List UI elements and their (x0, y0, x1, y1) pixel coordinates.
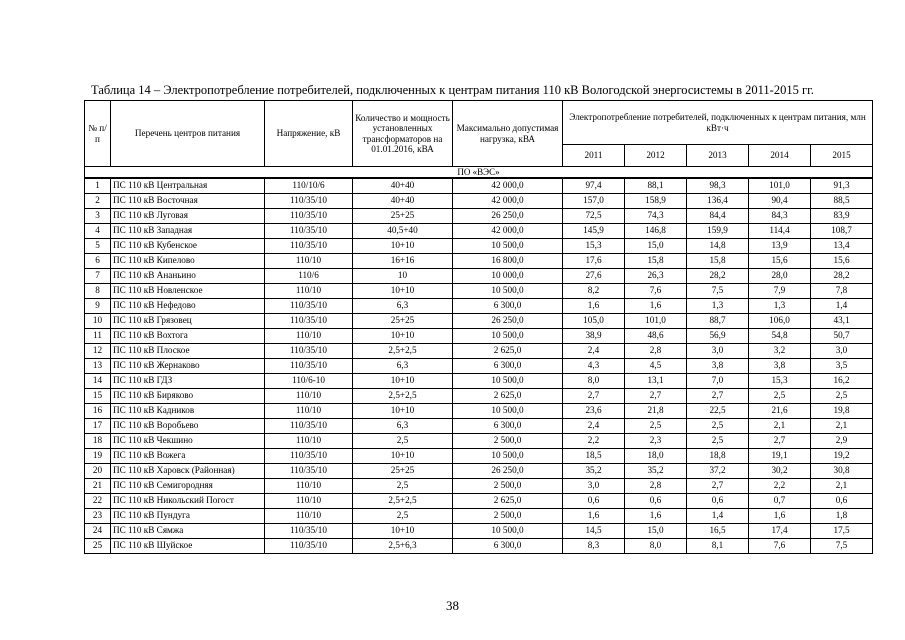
cell-2012: 88,1 (625, 178, 687, 194)
cell-name: ПС 110 кВ Грязовец (111, 314, 265, 329)
cell-transformers: 40+40 (353, 194, 453, 209)
cell-num: 3 (85, 209, 111, 224)
cell-2015: 15,6 (811, 254, 873, 269)
cell-2014: 2,1 (749, 419, 811, 434)
header-voltage: Напряжение, кВ (265, 101, 353, 167)
cell-2013: 8,1 (687, 539, 749, 554)
table-row (85, 494, 873, 509)
cell-2012: 2,5 (625, 419, 687, 434)
cell-voltage: 110/35/10 (265, 449, 353, 464)
cell-2013: 2,7 (687, 479, 749, 494)
cell-2015: 30,8 (811, 464, 873, 479)
cell-2011: 38,9 (563, 329, 625, 344)
cell-name: ПС 110 кВ Кадников (111, 404, 265, 419)
cell-voltage: 110/35/10 (265, 209, 353, 224)
cell-transformers: 25+25 (353, 464, 453, 479)
cell-2015: 0,6 (811, 494, 873, 509)
cell-2015: 43,1 (811, 314, 873, 329)
table-row (85, 239, 873, 254)
table-row (85, 284, 873, 299)
table-row (85, 299, 873, 314)
cell-2013: 22,5 (687, 404, 749, 419)
cell-name: ПС 110 кВ Шуйское (111, 539, 265, 554)
cell-2015: 83,9 (811, 209, 873, 224)
cell-name: ПС 110 кВ Восточная (111, 194, 265, 209)
cell-num: 22 (85, 494, 111, 509)
cell-transformers: 16+16 (353, 254, 453, 269)
cell-2011: 2,7 (563, 389, 625, 404)
cell-num: 1 (85, 178, 111, 194)
cell-transformers: 10+10 (353, 449, 453, 464)
cell-voltage: 110/6 (265, 269, 353, 284)
cell-2014: 84,3 (749, 209, 811, 224)
cell-num: 9 (85, 299, 111, 314)
cell-transformers: 10+10 (353, 524, 453, 539)
table-row (85, 329, 873, 344)
cell-2011: 1,6 (563, 509, 625, 524)
cell-name: ПС 110 кВ Вожега (111, 449, 265, 464)
cell-2015: 3,0 (811, 344, 873, 359)
cell-2014: 106,0 (749, 314, 811, 329)
table-row (85, 419, 873, 434)
cell-num: 16 (85, 404, 111, 419)
cell-name: ПС 110 кВ Ананьино (111, 269, 265, 284)
cell-2013: 16,5 (687, 524, 749, 539)
cell-max-load: 2 625,0 (453, 494, 563, 509)
cell-name: ПС 110 кВ Центральная (111, 178, 265, 194)
cell-2012: 74,3 (625, 209, 687, 224)
cell-max-load: 10 500,0 (453, 524, 563, 539)
page-number: 38 (446, 598, 459, 613)
cell-2011: 72,5 (563, 209, 625, 224)
table-row (85, 344, 873, 359)
cell-2013: 3,0 (687, 344, 749, 359)
cell-transformers: 10+10 (353, 329, 453, 344)
cell-2014: 17,4 (749, 524, 811, 539)
cell-2012: 0,6 (625, 494, 687, 509)
cell-voltage: 110/35/10 (265, 359, 353, 374)
cell-max-load: 10 500,0 (453, 404, 563, 419)
cell-2011: 2,2 (563, 434, 625, 449)
cell-name: ПС 110 кВ Биряково (111, 389, 265, 404)
cell-2011: 8,2 (563, 284, 625, 299)
cell-name: ПС 110 кВ Западная (111, 224, 265, 239)
cell-transformers: 10 (353, 269, 453, 284)
cell-max-load: 10 500,0 (453, 449, 563, 464)
cell-2015: 17,5 (811, 524, 873, 539)
cell-transformers: 2,5 (353, 434, 453, 449)
cell-2012: 1,6 (625, 509, 687, 524)
cell-2012: 8,0 (625, 539, 687, 554)
cell-2015: 1,8 (811, 509, 873, 524)
table-row (85, 449, 873, 464)
cell-2012: 48,6 (625, 329, 687, 344)
cell-num: 24 (85, 524, 111, 539)
cell-max-load: 42 000,0 (453, 178, 563, 194)
cell-max-load: 26 250,0 (453, 464, 563, 479)
cell-voltage: 110/10 (265, 404, 353, 419)
cell-max-load: 42 000,0 (453, 224, 563, 239)
cell-2012: 101,0 (625, 314, 687, 329)
cell-2011: 1,6 (563, 299, 625, 314)
cell-num: 18 (85, 434, 111, 449)
cell-transformers: 6,3 (353, 299, 453, 314)
cell-2014: 28,0 (749, 269, 811, 284)
cell-transformers: 25+25 (353, 314, 453, 329)
cell-2014: 7,6 (749, 539, 811, 554)
cell-2012: 2,8 (625, 479, 687, 494)
cell-transformers: 2,5 (353, 479, 453, 494)
cell-2014: 19,1 (749, 449, 811, 464)
cell-transformers: 40+40 (353, 178, 453, 194)
cell-num: 25 (85, 539, 111, 554)
cell-2014: 0,7 (749, 494, 811, 509)
cell-num: 2 (85, 194, 111, 209)
cell-2011: 145,9 (563, 224, 625, 239)
cell-voltage: 110/10 (265, 389, 353, 404)
cell-name: ПС 110 кВ Жернаково (111, 359, 265, 374)
cell-max-load: 2 500,0 (453, 434, 563, 449)
cell-num: 8 (85, 284, 111, 299)
cell-voltage: 110/35/10 (265, 539, 353, 554)
cell-voltage: 110/10 (265, 479, 353, 494)
cell-2015: 19,2 (811, 449, 873, 464)
cell-2011: 0,6 (563, 494, 625, 509)
cell-2012: 15,0 (625, 239, 687, 254)
cell-transformers: 2,5+6,3 (353, 539, 453, 554)
cell-2013: 7,0 (687, 374, 749, 389)
cell-max-load: 2 500,0 (453, 479, 563, 494)
cell-2014: 101,0 (749, 178, 811, 194)
cell-2012: 13,1 (625, 374, 687, 389)
cell-2011: 8,3 (563, 539, 625, 554)
cell-num: 6 (85, 254, 111, 269)
cell-num: 17 (85, 419, 111, 434)
cell-transformers: 10+10 (353, 239, 453, 254)
cell-num: 19 (85, 449, 111, 464)
cell-name: ПС 110 кВ Сямжа (111, 524, 265, 539)
cell-2013: 1,3 (687, 299, 749, 314)
cell-max-load: 26 250,0 (453, 209, 563, 224)
cell-max-load: 16 800,0 (453, 254, 563, 269)
cell-name: ПС 110 кВ Новленское (111, 284, 265, 299)
table-row (85, 464, 873, 479)
cell-name: ПС 110 кВ Плоское (111, 344, 265, 359)
cell-voltage: 110/10 (265, 434, 353, 449)
table-row (85, 359, 873, 374)
cell-2014: 2,2 (749, 479, 811, 494)
consumption-table (84, 100, 873, 554)
cell-transformers: 25+25 (353, 209, 453, 224)
cell-2013: 2,7 (687, 389, 749, 404)
header-transformers: Количество и мощность установленных трансформаторов на 01.01.2016, кВА (353, 101, 453, 167)
cell-2015: 7,8 (811, 284, 873, 299)
cell-voltage: 110/35/10 (265, 464, 353, 479)
cell-2011: 157,0 (563, 194, 625, 209)
cell-name: ПС 110 кВ Нефедово (111, 299, 265, 314)
cell-voltage: 110/10/6 (265, 178, 353, 194)
table-row (85, 434, 873, 449)
cell-2013: 88,7 (687, 314, 749, 329)
cell-2011: 14,5 (563, 524, 625, 539)
cell-2013: 98,3 (687, 178, 749, 194)
table-row (85, 404, 873, 419)
cell-2012: 15,0 (625, 524, 687, 539)
cell-2014: 7,9 (749, 284, 811, 299)
cell-name: ПС 110 кВ Луговая (111, 209, 265, 224)
cell-2013: 28,2 (687, 269, 749, 284)
cell-num: 14 (85, 374, 111, 389)
cell-num: 12 (85, 344, 111, 359)
cell-max-load: 10 500,0 (453, 329, 563, 344)
table-row (85, 524, 873, 539)
cell-2014: 13,9 (749, 239, 811, 254)
cell-2015: 2,1 (811, 479, 873, 494)
cell-max-load: 42 000,0 (453, 194, 563, 209)
cell-2013: 18,8 (687, 449, 749, 464)
cell-2014: 2,7 (749, 434, 811, 449)
cell-num: 10 (85, 314, 111, 329)
cell-voltage: 110/35/10 (265, 419, 353, 434)
cell-2015: 13,4 (811, 239, 873, 254)
table-caption: Таблица 14 – Электропотребление потребителей, подключенных к центрам питания 110 кВ Вологодской энергосистемы в 2011-2015 гг. (91, 83, 814, 97)
cell-2012: 35,2 (625, 464, 687, 479)
cell-2011: 4,3 (563, 359, 625, 374)
cell-2011: 35,2 (563, 464, 625, 479)
cell-transformers: 10+10 (353, 404, 453, 419)
cell-2011: 3,0 (563, 479, 625, 494)
cell-num: 15 (85, 389, 111, 404)
cell-transformers: 6,3 (353, 359, 453, 374)
cell-2013: 159,9 (687, 224, 749, 239)
cell-2014: 54,8 (749, 329, 811, 344)
cell-2015: 2,5 (811, 389, 873, 404)
cell-max-load: 6 300,0 (453, 359, 563, 374)
cell-2011: 8,0 (563, 374, 625, 389)
cell-transformers: 2,5+2,5 (353, 344, 453, 359)
table-row (85, 389, 873, 404)
cell-voltage: 110/35/10 (265, 299, 353, 314)
cell-max-load: 26 250,0 (453, 314, 563, 329)
cell-name: ПС 110 кВ Воробьево (111, 419, 265, 434)
cell-voltage: 110/10 (265, 254, 353, 269)
group-label: ПО «ВЭС» (85, 167, 873, 179)
cell-2014: 1,3 (749, 299, 811, 314)
table-header (85, 101, 873, 167)
cell-2013: 136,4 (687, 194, 749, 209)
cell-max-load: 6 300,0 (453, 539, 563, 554)
cell-2015: 2,1 (811, 419, 873, 434)
cell-transformers: 2,5 (353, 509, 453, 524)
cell-2011: 27,6 (563, 269, 625, 284)
cell-num: 20 (85, 464, 111, 479)
table-row (85, 269, 873, 284)
cell-2013: 7,5 (687, 284, 749, 299)
cell-2015: 7,5 (811, 539, 873, 554)
table-row (85, 479, 873, 494)
header-year: 2014 (749, 145, 811, 167)
cell-num: 5 (85, 239, 111, 254)
cell-2014: 15,6 (749, 254, 811, 269)
table-row (85, 374, 873, 389)
cell-voltage: 110/35/10 (265, 239, 353, 254)
cell-2012: 26,3 (625, 269, 687, 284)
header-consumption: Электропотребление потребителей, подключенных к центрам питания, млн кВт·ч (563, 101, 873, 145)
header-max-load: Максимально допустимая нагрузка, кВА (453, 101, 563, 167)
cell-2015: 2,9 (811, 434, 873, 449)
cell-2013: 56,9 (687, 329, 749, 344)
cell-num: 13 (85, 359, 111, 374)
cell-voltage: 110/35/10 (265, 524, 353, 539)
cell-2012: 158,9 (625, 194, 687, 209)
cell-voltage: 110/10 (265, 329, 353, 344)
cell-num: 23 (85, 509, 111, 524)
cell-2014: 15,3 (749, 374, 811, 389)
cell-max-load: 10 500,0 (453, 374, 563, 389)
cell-max-load: 2 625,0 (453, 344, 563, 359)
cell-transformers: 2,5+2,5 (353, 389, 453, 404)
cell-name: ПС 110 кВ Вохтога (111, 329, 265, 344)
cell-voltage: 110/35/10 (265, 344, 353, 359)
cell-2015: 88,5 (811, 194, 873, 209)
cell-voltage: 110/35/10 (265, 314, 353, 329)
table-row (85, 209, 873, 224)
cell-2015: 28,2 (811, 269, 873, 284)
cell-2013: 2,5 (687, 434, 749, 449)
cell-2012: 15,8 (625, 254, 687, 269)
cell-transformers: 6,3 (353, 419, 453, 434)
cell-name: ПС 110 кВ Харовск (Районная) (111, 464, 265, 479)
cell-2013: 15,8 (687, 254, 749, 269)
cell-2011: 18,5 (563, 449, 625, 464)
cell-transformers: 10+10 (353, 284, 453, 299)
table-row (85, 539, 873, 554)
cell-2015: 91,3 (811, 178, 873, 194)
cell-voltage: 110/6-10 (265, 374, 353, 389)
group-row (85, 167, 873, 179)
header-name: Перечень центров питания (111, 101, 265, 167)
cell-2011: 17,6 (563, 254, 625, 269)
cell-num: 7 (85, 269, 111, 284)
cell-transformers: 2,5+2,5 (353, 494, 453, 509)
cell-2014: 30,2 (749, 464, 811, 479)
table-row (85, 254, 873, 269)
cell-2012: 2,3 (625, 434, 687, 449)
cell-2014: 3,8 (749, 359, 811, 374)
header-year: 2013 (687, 145, 749, 167)
cell-name: ПС 110 кВ Пундуга (111, 509, 265, 524)
cell-name: ПС 110 кВ Чекшино (111, 434, 265, 449)
table-row (85, 509, 873, 524)
cell-2012: 4,5 (625, 359, 687, 374)
header-year: 2011 (563, 145, 625, 167)
cell-name: ПС 110 кВ Кубенское (111, 239, 265, 254)
cell-max-load: 10 500,0 (453, 239, 563, 254)
cell-2013: 0,6 (687, 494, 749, 509)
cell-max-load: 10 500,0 (453, 284, 563, 299)
cell-2013: 1,4 (687, 509, 749, 524)
table-row (85, 314, 873, 329)
cell-2011: 2,4 (563, 344, 625, 359)
cell-name: ПС 110 кВ Никольский Погост (111, 494, 265, 509)
cell-2015: 50,7 (811, 329, 873, 344)
cell-voltage: 110/35/10 (265, 194, 353, 209)
cell-num: 4 (85, 224, 111, 239)
cell-max-load: 6 300,0 (453, 299, 563, 314)
cell-voltage: 110/10 (265, 284, 353, 299)
cell-2012: 2,7 (625, 389, 687, 404)
cell-2011: 2,4 (563, 419, 625, 434)
cell-2013: 2,5 (687, 419, 749, 434)
cell-name: ПС 110 кВ Кипелово (111, 254, 265, 269)
header-year: 2015 (811, 145, 873, 167)
cell-2014: 90,4 (749, 194, 811, 209)
cell-2015: 19,8 (811, 404, 873, 419)
cell-2014: 2,5 (749, 389, 811, 404)
cell-name: ПС 110 кВ Семигородняя (111, 479, 265, 494)
cell-2013: 3,8 (687, 359, 749, 374)
cell-num: 11 (85, 329, 111, 344)
cell-voltage: 110/10 (265, 494, 353, 509)
cell-max-load: 10 000,0 (453, 269, 563, 284)
header-year: 2012 (625, 145, 687, 167)
table-body (85, 167, 873, 554)
cell-2015: 1,4 (811, 299, 873, 314)
cell-2015: 16,2 (811, 374, 873, 389)
cell-max-load: 6 300,0 (453, 419, 563, 434)
cell-2012: 1,6 (625, 299, 687, 314)
header-num: № п/п (85, 101, 111, 167)
cell-num: 21 (85, 479, 111, 494)
cell-2012: 146,8 (625, 224, 687, 239)
table-row (85, 224, 873, 239)
cell-2015: 108,7 (811, 224, 873, 239)
cell-2012: 18,0 (625, 449, 687, 464)
cell-transformers: 10+10 (353, 374, 453, 389)
cell-2011: 23,6 (563, 404, 625, 419)
cell-2014: 3,2 (749, 344, 811, 359)
cell-2014: 1,6 (749, 509, 811, 524)
cell-2014: 21,6 (749, 404, 811, 419)
cell-voltage: 110/35/10 (265, 224, 353, 239)
cell-2013: 14,8 (687, 239, 749, 254)
cell-2011: 97,4 (563, 178, 625, 194)
cell-max-load: 2 625,0 (453, 389, 563, 404)
table-row (85, 194, 873, 209)
cell-transformers: 40,5+40 (353, 224, 453, 239)
cell-voltage: 110/10 (265, 509, 353, 524)
cell-2011: 105,0 (563, 314, 625, 329)
cell-2012: 7,6 (625, 284, 687, 299)
cell-2014: 114,4 (749, 224, 811, 239)
cell-2012: 21,8 (625, 404, 687, 419)
cell-2013: 84,4 (687, 209, 749, 224)
cell-2013: 37,2 (687, 464, 749, 479)
cell-name: ПС 110 кВ ГДЗ (111, 374, 265, 389)
cell-2015: 3,5 (811, 359, 873, 374)
cell-2012: 2,8 (625, 344, 687, 359)
cell-max-load: 2 500,0 (453, 509, 563, 524)
cell-2011: 15,3 (563, 239, 625, 254)
table-row (85, 178, 873, 194)
